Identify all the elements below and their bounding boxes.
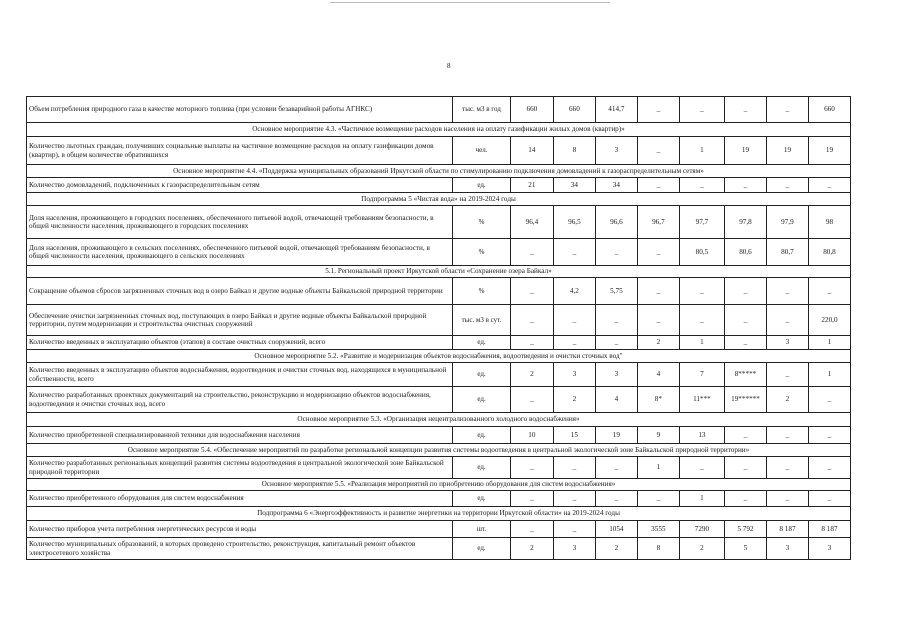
value-cell: _ xyxy=(595,239,637,266)
value-cell: _ xyxy=(808,387,850,413)
value-cell: 660 xyxy=(553,97,595,123)
value-cell: 3 xyxy=(766,336,808,350)
value-cell: 3 xyxy=(766,538,808,560)
unit-cell: % xyxy=(453,278,511,305)
section-title: Основное мероприятие 5.2. «Развитие и модернизация объектов водоснабжения, водоотведения и очистки сточных вод" xyxy=(27,350,851,363)
value-cell: 2 xyxy=(553,387,595,413)
value-cell: 15 xyxy=(553,427,595,444)
unit-cell: шт. xyxy=(453,521,511,538)
section-header-row xyxy=(27,165,851,178)
value-cell: 1 xyxy=(679,336,724,350)
unit-cell: тыс. м3 в год xyxy=(453,97,511,123)
value-cell: _ xyxy=(724,178,766,193)
value-cell: 3 xyxy=(808,538,850,560)
value-cell: _ xyxy=(766,305,808,336)
value-cell: _ xyxy=(766,491,808,507)
indicator-name: Количество домовладений, подключенных к газораспределительным сетям xyxy=(27,178,453,193)
value-cell: 96,4 xyxy=(510,206,553,239)
table-row xyxy=(27,491,851,507)
value-cell: _ xyxy=(766,97,808,123)
value-cell: 2 xyxy=(595,538,637,560)
value-cell: 13 xyxy=(679,427,724,444)
indicators-table xyxy=(26,96,851,560)
value-cell: 80,8 xyxy=(808,239,850,266)
table-row xyxy=(27,305,851,336)
value-cell: 9 xyxy=(637,427,679,444)
value-cell: 96,5 xyxy=(553,206,595,239)
value-cell: _ xyxy=(553,305,595,336)
value-cell: _ xyxy=(510,239,553,266)
value-cell: _ xyxy=(724,427,766,444)
table-row xyxy=(27,387,851,413)
value-cell: 10 xyxy=(510,427,553,444)
value-cell: 1054 xyxy=(595,521,637,538)
unit-cell: ед. xyxy=(453,336,511,350)
indicator-name: Количество разработанных проектных документаций на строительство, реконструкцию и модернизацию объектов водоснабжения, водоотведения и очистки сточных вод, всего xyxy=(27,387,453,413)
value-cell: 19 xyxy=(595,427,637,444)
section-title: Основное мероприятие 5.3. «Организация нецентрализованного холодного водоснабжения» xyxy=(27,413,851,427)
section-header-row xyxy=(27,413,851,427)
value-cell: 7290 xyxy=(679,521,724,538)
value-cell: _ xyxy=(724,491,766,507)
unit-cell: ед. xyxy=(453,457,511,479)
value-cell: _ xyxy=(808,427,850,444)
table-row xyxy=(27,137,851,165)
table-row xyxy=(27,239,851,266)
value-cell: 14 xyxy=(510,137,553,165)
value-cell: _ xyxy=(637,305,679,336)
value-cell: _ xyxy=(637,239,679,266)
section-header-row xyxy=(27,479,851,491)
value-cell: 8 187 xyxy=(808,521,850,538)
value-cell: _ xyxy=(724,336,766,350)
value-cell: 80,6 xyxy=(724,239,766,266)
indicator-name: Количество приборов учета потребления энергетических ресурсов и воды xyxy=(27,521,453,538)
unit-cell: ед. xyxy=(453,491,511,507)
indicator-name: Обеспечение очистки загрязненных сточных вод, поступающих в озеро Байкал и другие водные объекты Байкальской природной территории, путем модернизации и строительства очистных сооружений xyxy=(27,305,453,336)
value-cell: 96,6 xyxy=(595,206,637,239)
value-cell: _ xyxy=(637,97,679,123)
unit-cell: чел. xyxy=(453,137,511,165)
value-cell: 1 xyxy=(808,336,850,350)
value-cell: _ xyxy=(766,178,808,193)
value-cell: 19****** xyxy=(724,387,766,413)
value-cell: _ xyxy=(766,278,808,305)
value-cell: 8***** xyxy=(724,363,766,387)
value-cell: _ xyxy=(510,336,553,350)
value-cell: 8 xyxy=(637,538,679,560)
value-cell: _ xyxy=(510,521,553,538)
value-cell: _ xyxy=(724,305,766,336)
value-cell: _ xyxy=(679,278,724,305)
unit-cell: ед. xyxy=(453,427,511,444)
table-body xyxy=(27,97,851,560)
table-row xyxy=(27,538,851,560)
table-row xyxy=(27,278,851,305)
indicator-name: Количество приобретенного оборудования для систем водоснабжения xyxy=(27,491,453,507)
value-cell: _ xyxy=(510,457,553,479)
value-cell: _ xyxy=(595,491,637,507)
value-cell: _ xyxy=(808,278,850,305)
value-cell: 34 xyxy=(553,178,595,193)
value-cell: 97,9 xyxy=(766,206,808,239)
value-cell: 19 xyxy=(724,137,766,165)
indicator-name: Сокращение объемов сбросов загрязненных сточных вод в озеро Байкал и другие водные объекты Байкальской природной территории xyxy=(27,278,453,305)
unit-cell: % xyxy=(453,206,511,239)
unit-cell: ед. xyxy=(453,178,511,193)
value-cell: _ xyxy=(724,97,766,123)
value-cell: 97,8 xyxy=(724,206,766,239)
value-cell: _ xyxy=(679,178,724,193)
value-cell: 80,5 xyxy=(679,239,724,266)
value-cell: 34 xyxy=(595,178,637,193)
value-cell: 4 xyxy=(595,387,637,413)
value-cell: _ xyxy=(679,305,724,336)
unit-cell: ед. xyxy=(453,363,511,387)
table-row xyxy=(27,206,851,239)
value-cell: 2 xyxy=(679,538,724,560)
value-cell: 80,7 xyxy=(766,239,808,266)
value-cell: 1 xyxy=(679,491,724,507)
indicator-name: Доля населения, проживающего в городских поселениях, обеспеченного питьевой водой, отвечающей требованиям безопасности, в общей численности населения, проживающего в городских поселениях xyxy=(27,206,453,239)
indicator-name: Доля населения, проживающего в сельских поселениях, обеспеченного питьевой водой, отвечающей требованиям безопасности, в общей численности населения, проживающего в сельских поселениях xyxy=(27,239,453,266)
value-cell: _ xyxy=(553,491,595,507)
section-header-row xyxy=(27,123,851,137)
value-cell: 5 792 xyxy=(724,521,766,538)
value-cell: _ xyxy=(553,521,595,538)
value-cell: _ xyxy=(510,305,553,336)
value-cell: 3 xyxy=(553,538,595,560)
value-cell: 1 xyxy=(637,457,679,479)
value-cell: _ xyxy=(679,457,724,479)
value-cell: 7 xyxy=(679,363,724,387)
section-header-row xyxy=(27,266,851,278)
section-title: Основное мероприятие 5.4. «Обеспечение мероприятий по разработке региональной концепции развития системы водоотведения в центральной экологической зоне Байкальской природной территории» xyxy=(27,444,851,457)
value-cell: _ xyxy=(595,457,637,479)
value-cell: _ xyxy=(553,336,595,350)
value-cell: 2 xyxy=(510,363,553,387)
value-cell: 3 xyxy=(553,363,595,387)
scan-edge-line xyxy=(330,2,610,3)
table-row xyxy=(27,363,851,387)
value-cell: _ xyxy=(595,305,637,336)
indicator-name: Количество приобретенной специализированной техники для водоснабжения населения xyxy=(27,427,453,444)
value-cell: _ xyxy=(637,278,679,305)
table-row xyxy=(27,457,851,479)
section-title: Основное мероприятие 4.3. «Частичное возмещение расходов населения на оплату газификации жилых домов (квартир)» xyxy=(27,123,851,137)
unit-cell: % xyxy=(453,239,511,266)
value-cell: 19 xyxy=(766,137,808,165)
value-cell: 5 xyxy=(724,538,766,560)
value-cell: 97,7 xyxy=(679,206,724,239)
value-cell: 96,7 xyxy=(637,206,679,239)
section-title: Подпрограмма 6 «Энергоэффективность и развитие энергетики на территории Иркутской области» на 2019-2024 годы xyxy=(27,507,851,521)
value-cell: _ xyxy=(679,97,724,123)
value-cell: _ xyxy=(595,336,637,350)
table-row xyxy=(27,427,851,444)
value-cell: 660 xyxy=(510,97,553,123)
value-cell: _ xyxy=(553,457,595,479)
value-cell: 2 xyxy=(510,538,553,560)
indicator-name: Объем потребления природного газа в качестве моторного топлива (при условии безаварийной работы АГНКС) xyxy=(27,97,453,123)
value-cell: 1 xyxy=(808,363,850,387)
value-cell: 4 xyxy=(637,363,679,387)
indicator-name: Количество льготных граждан, получивших социальные выплаты на частичное возмещение расходов на оплату газификации домов (квартир), в общем количестве обратившихся xyxy=(27,137,453,165)
indicator-name: Количество введенных в эксплуатацию объектов (этапов) в составе очистных сооружений, всего xyxy=(27,336,453,350)
value-cell: _ xyxy=(724,278,766,305)
table-row xyxy=(27,178,851,193)
value-cell: _ xyxy=(808,178,850,193)
indicator-name: Количество разработанных региональных концепций развития системы водоотведения в центральной экологической зоне Байкальской природной территории xyxy=(27,457,453,479)
value-cell: _ xyxy=(510,491,553,507)
indicator-name: Количество введенных в эксплуатацию объектов водоснабжения, водоотведения и очистки сточных вод, находящихся в муниципальной собственности, всего xyxy=(27,363,453,387)
table-row xyxy=(27,97,851,123)
value-cell: _ xyxy=(766,427,808,444)
value-cell: 3 xyxy=(595,137,637,165)
value-cell: _ xyxy=(766,363,808,387)
value-cell: 98 xyxy=(808,206,850,239)
section-title: 5.1. Региональный проект Иркутской области «Сохранение озера Байкал» xyxy=(27,266,851,278)
value-cell: 8* xyxy=(637,387,679,413)
value-cell: 660 xyxy=(808,97,850,123)
section-header-row xyxy=(27,193,851,206)
value-cell: 21 xyxy=(510,178,553,193)
value-cell: _ xyxy=(766,457,808,479)
value-cell: 3555 xyxy=(637,521,679,538)
section-title: Основное мероприятие 4.4. «Поддержка муниципальных образований Иркутской области по стимулированию подключения домовладений к газораспределительным сетям» xyxy=(27,165,851,178)
section-header-row xyxy=(27,507,851,521)
value-cell: 220,0 xyxy=(808,305,850,336)
value-cell: _ xyxy=(637,491,679,507)
unit-cell: тыс. м3 в сут. xyxy=(453,305,511,336)
value-cell: 5,75 xyxy=(595,278,637,305)
value-cell: 1 xyxy=(679,137,724,165)
value-cell: 2 xyxy=(766,387,808,413)
value-cell: _ xyxy=(808,491,850,507)
indicator-name: Количество муниципальных образований, в которых проведено строительство, реконструкция, капитальный ремонт объектов электросетевого хозяйства xyxy=(27,538,453,560)
value-cell: 8 xyxy=(553,137,595,165)
unit-cell: ед. xyxy=(453,387,511,413)
value-cell: _ xyxy=(637,178,679,193)
value-cell: _ xyxy=(553,239,595,266)
unit-cell: ед. xyxy=(453,538,511,560)
value-cell: 8 187 xyxy=(766,521,808,538)
value-cell: 2 xyxy=(637,336,679,350)
section-header-row xyxy=(27,350,851,363)
value-cell: 11*** xyxy=(679,387,724,413)
value-cell: _ xyxy=(808,457,850,479)
section-title: Подпрограмма 5 «Чистая вода» на 2019-2024 годы xyxy=(27,193,851,206)
value-cell: _ xyxy=(637,137,679,165)
value-cell: 4,2 xyxy=(553,278,595,305)
value-cell: _ xyxy=(724,457,766,479)
page-number: 8 xyxy=(447,62,451,70)
value-cell: 414,7 xyxy=(595,97,637,123)
table-row xyxy=(27,336,851,350)
value-cell: _ xyxy=(510,387,553,413)
value-cell: _ xyxy=(510,278,553,305)
section-title: Основное мероприятие 5.5. «Реализация мероприятий по приобретению оборудования для систем водоснабжения» xyxy=(27,479,851,491)
section-header-row xyxy=(27,444,851,457)
value-cell: 3 xyxy=(595,363,637,387)
table-row xyxy=(27,521,851,538)
value-cell: 19 xyxy=(808,137,850,165)
